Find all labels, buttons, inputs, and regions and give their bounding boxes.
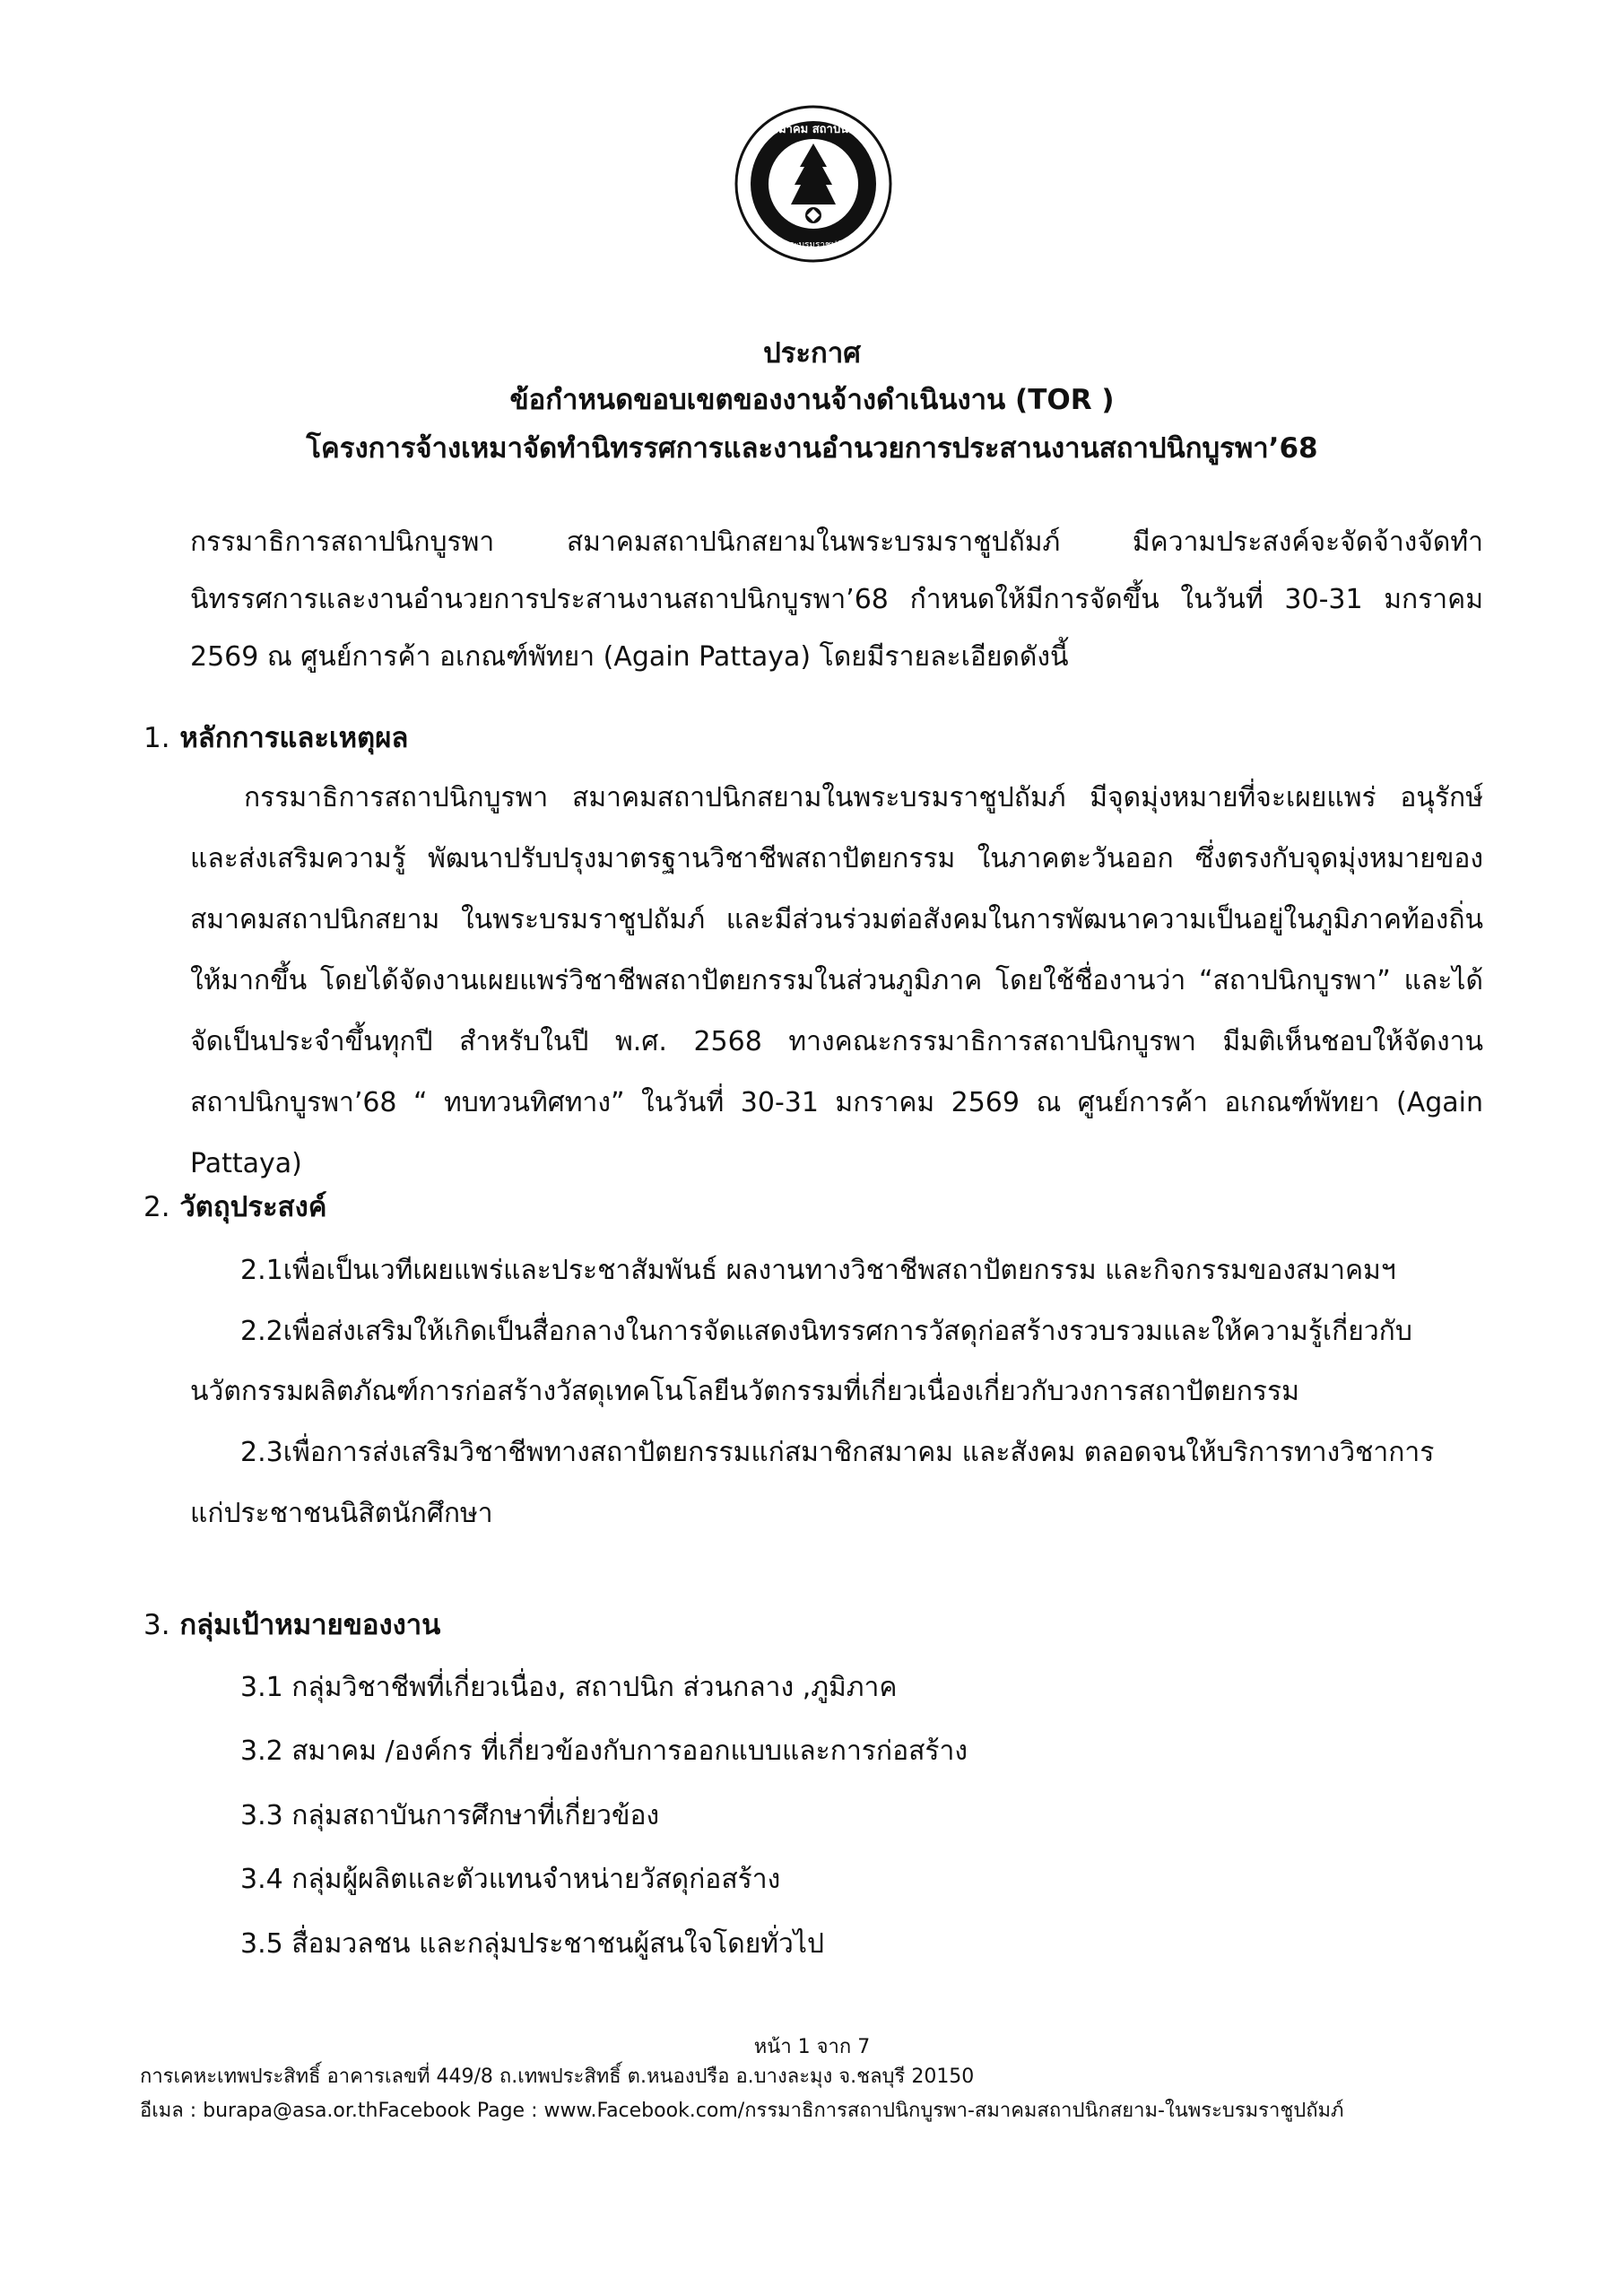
- project-title: โครงการจ้างเหมาจัดทำนิทรรศการและงานอำนวยการประสานงานสถาปนิกบูรพา’68: [306, 432, 1318, 465]
- section-1-number: 1.: [143, 722, 170, 754]
- intro-paragraph: กรรมาธิการสถาปนิกบูรพา สมาคมสถาปนิกสยามในพระบรมราชูปถัมภ์ มีความประสงค์จะจัดจ้างจัดทำนิทรรศการและงานอำนวยการประสานงานสถาปนิกบูรพา’68 กำหนดให้มีการจัดขึ้น ในวันที่ 30-31 มกราคม 2569 ณ ศูนย์การค้า อเกณฑ์พัทยา (Again Pattaya) โดยมีรายละเอียดดังนี้: [190, 526, 1483, 673]
- objective-2-3-continued: แก่ประชาชนนิสิตนักศึกษา: [190, 1498, 493, 1529]
- section-3-number: 3.: [143, 1609, 170, 1641]
- section-2-number: 2.: [143, 1191, 170, 1223]
- objective-2-1: 2.1เพื่อเป็นเวทีเผยแพร่และประชาสัมพันธ์ ผลงานทางวิชาชีพสถาปัตยกรรม และกิจกรรมของสมาคมฯ: [240, 1255, 1396, 1286]
- section-2-heading: [143, 1184, 326, 1231]
- page-number: หน้า 1 จาก 7: [753, 2036, 871, 2058]
- objective-2-3: 2.3เพื่อการส่งเสริมวิชาชีพทางสถาปัตยกรรมแก่สมาชิกสมาคม และสังคม ตลอดจนให้บริการทางวิชาการ: [240, 1437, 1435, 1468]
- target-group-item: 3.3 กลุ่มสถาบันการศึกษาที่เกี่ยวข้อง: [240, 1800, 660, 1831]
- announcement-title: ประกาศ: [763, 337, 861, 370]
- section-1-body: กรรมาธิการสถาปนิกบูรพา สมาคมสถาปนิกสยามในพระบรมราชูปถัมภ์ มีจุดมุ่งหมายที่จะเผยแพร่ อนุรักษ์และส่งเสริมความรู้ พัฒนาปรับปรุงมาตรฐานวิชาชีพสถาปัตยกรรม ในภาคตะวันออก ซึ่งตรงกับจุดมุ่งหมายของสมาคมสถาปนิกสยาม ในพระบรมราชูปถัมภ์ และมีส่วนร่วมต่อสังคมในการพัฒนาความเป็นอยู่ในภูมิภาคท้องถิ่นให้มากขึ้น โดยได้จัดงานเผยแพร่วิชาชีพสถาปัตยกรรมในส่วนภูมิภาค โดยใช้ชื่องานว่า “สถาปนิกบูรพา” และได้จัดเป็นประจำขึ้นทุกปี สำหรับในปี พ.ศ. 2568 ทางคณะกรรมาธิการสถาปนิกบูรพา มีมติเห็นชอบให้จัดงานสถาปนิกบูรพา’68 “ ทบทวนทิศทาง” ในวันที่ 30-31 มกราคม 2569 ณ ศูนย์การค้า อเกณฑ์พัทยา (Again Pattaya): [190, 782, 1483, 1179]
- section-3-heading: [143, 1602, 440, 1648]
- target-group-item: 3.5 สื่อมวลชน และกลุ่มประชาชนผู้สนใจโดยทั่วไป: [240, 1928, 825, 1960]
- footer-contact: อีเมล : burapa@asa.or.thFacebook Page : www.Facebook.com/กรรมาธิการสถาปนิกบูรพา-สมาคมสถาปนิกสยาม-ในพระบรมราชูปถัมภ์: [140, 2100, 1344, 2122]
- section-1-heading: [143, 715, 408, 761]
- section-3-title: กลุ่มเป้าหมายของงาน: [179, 1609, 441, 1641]
- section-2-title: วัตถุประสงค์: [179, 1191, 327, 1223]
- section-1-title: หลักการและเหตุผล: [179, 722, 409, 754]
- target-group-item: 3.4 กลุ่มผู้ผลิตและตัวแทนจำหน่ายวัสดุก่อสร้าง: [240, 1864, 781, 1895]
- footer-address: การเคหะเทพประสิทธิ์ อาคารเลขที่ 449/8 ถ.เทพประสิทธิ์ ต.หนองปรือ อ.บางละมุง จ.ชลบุรี 20150: [140, 2066, 975, 2088]
- svg-text:สมาคม สถาปนิก: สมาคม สถาปนิก: [771, 123, 855, 136]
- target-group-item: 3.2 สมาคม /องค์กร ที่เกี่ยวข้องกับการออกแบบและการก่อสร้าง: [240, 1735, 968, 1767]
- tor-title: ข้อกำหนดขอบเขตของงานจ้างดำเนินงาน (TOR ): [509, 384, 1115, 416]
- association-logo: [734, 104, 893, 264]
- objective-2-2-continued: นวัตกรรมผลิตภัณฑ์การก่อสร้างวัสดุเทคโนโลยีนวัตกรรมที่เกี่ยวเนื่องเกี่ยวกับวงการสถาปัตยกรรม: [190, 1376, 1299, 1407]
- objective-2-2: 2.2เพื่อส่งเสริมให้เกิดเป็นสื่อกลางในการจัดแสดงนิทรรศการวัสดุก่อสร้างรวบรวมและให้ความรู้เกี่ยวกับ: [240, 1316, 1412, 1347]
- target-group-item: 3.1 กลุ่มวิชาชีพที่เกี่ยวเนื่อง, สถาปนิก ส่วนกลาง ,ภูมิภาค: [240, 1672, 898, 1703]
- svg-text:ในพระบรมราชูปถัมภ์: ในพระบรมราชูปถัมภ์: [772, 240, 855, 250]
